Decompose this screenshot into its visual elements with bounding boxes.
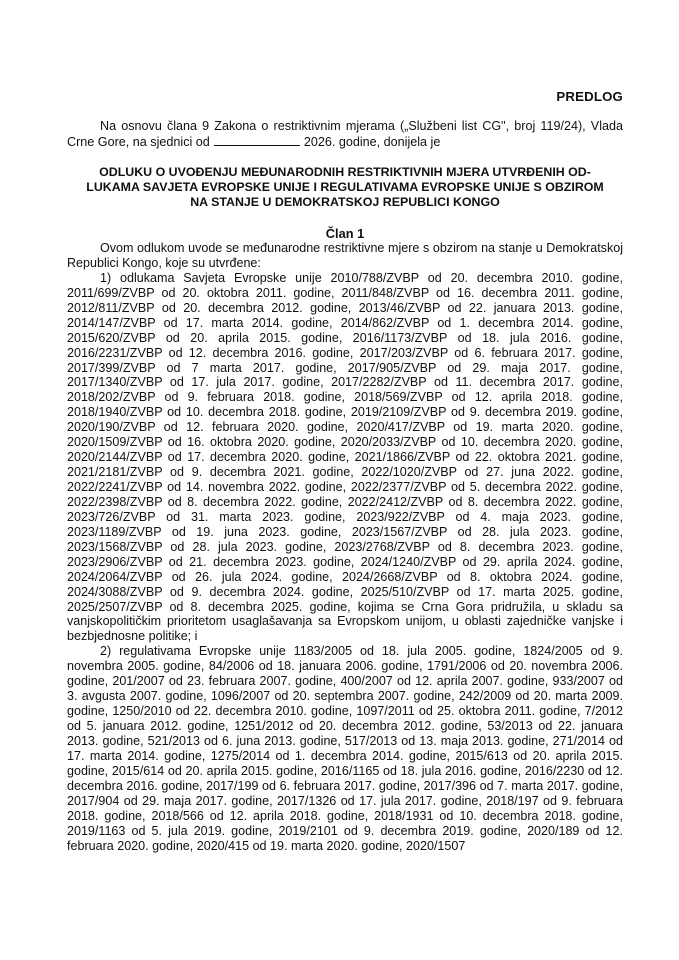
decision-title — [67, 165, 623, 210]
date-blank-field — [214, 134, 300, 146]
article-paragraph-decisions: 1) odlukama Savjeta Evropske unije 2010/788/ZVBP od 20. decembra 2010. godine, 2011/699/ZVBP od 20. oktobra 2011. godine, 2011/848/ZVBP od 16. decembra 2011. godine, 2012/811/ZVBP od 20. decembra 2012. godine, 2013/46/ZVBP od 22. januara 2013. godine, 2014/147/ZVBP od 17. marta 2014. godine, 2014/862/ZVBP od 1. decembra 2014. godine, 2015/620/ZVBP od 20. aprila 2015. godine, 2016/1173/ZVBP od 18. jula 2016. godine, 2016/2231/ZVBP od 12. decembra 2016. godine, 2017/203/ZVBP od 6. februara 2017. godine, 2017/399/ZVBP od 7 marta 2017. godine, 2017/905/ZVBP od 29. maja 2017. godine, 2017/1340/ZVBP od 17. jula 2017. godine, 2017/2282/ZVBP od 11. decembra 2017. godine, 2018/202/ZVBP od 9. februara 2018. godine, 2018/569/ZVBP od 12. aprila 2018. godine, 2018/1940/ZVBP od 10. decembra 2018. godine, 2019/2109/ZVBP od 9. decembra 2019. godine, 2020/190/ZVBP od 12. februara 2020. godine, 2020/417/ZVBP od 19. marta 2020. godine, 2020/1509/ZVBP od 16. oktobra 2020. godine, 2020/2033/ZVBP od 10. decembra 2020. godine, 2020/2144/ZVBP od 17. decembra 2020. godine, 2021/1866/ZVBP od 22. oktobra 2021. godine, 2021/2181/ZVBP od 9. decembra 2021. godine, 2022/1020/ZVBP od 27. juna 2022. godine, 2022/2241/ZVBP od 14. novembra 2022. godine, 2022/2377/ZVBP od 5. decembra 2022. godine, 2022/2398/ZVBP od 8. decembra 2022. godine, 2022/2412/ZVBP od 8. decembra 2022. godine, 2023/726/ZVBP od 31. marta 2023. godine, 2023/922/ZVBP od 4. maja 2023. godine, 2023/1189/ZVBP od 19. juna 2023. godine, 2023/1567/ZVBP od 28. jula 2023. godine, 2023/1568/ZVBP od 28. jula 2023. godine, 2023/2768/ZVBP od 8. decembra 2023. godine, 2023/2906/ZVBP od 21. decembra 2023. godine, 2024/1240/ZVBP od 29. aprila 2024. godine, 2024/2064/ZVBP od 26. jula 2024. godine, 2024/2668/ZVBP od 8. oktobra 2024. godine, 2024/3088/ZVBP od 9. decembra 2024. godine, 2025/510/ZVBP od 17. marta 2025. godine, 2025/2507/ZVBP od 8. decembra 2025. godine, kojima se Crna Gora pridružila, u skladu sa vanjskopolitičkim prioritetom usaglašavanja sa Evropskom unijom, u oblasti zajedničke vanjske i bezbjednosne politike; i — [67, 270, 623, 644]
article-body — [67, 241, 623, 853]
intro-text-before-blank: Na osnovu člana 9 Zakona o restriktivnim mjerama („Službeni list CG", broj 119/24), Vlada Crne Gore, na sjednici od — [67, 119, 623, 149]
article-paragraph-intro: Ovom odlukom uvode se međunarodne restriktivne mjere s obzirom na stanje u Demokratskoj Republici Kongo, koje su utvrđene: — [67, 241, 623, 270]
article-heading: Član 1 — [325, 226, 365, 241]
intro-text-after-blank: 2026. godine, donijela je — [303, 135, 441, 149]
document-status-label: PREDLOG — [556, 89, 623, 104]
title-line: LUKAMA SAVJETA EVROPSKE UNIJE I REGULATIVAMA EVROPSKE UNIJE S OBZIROM — [86, 180, 604, 194]
article-paragraph-regulations: 2) regulativama Evropske unije 1183/2005 od 18. jula 2005. godine, 1824/2005 od 9. novembra 2005. godine, 84/2006 od 18. januara 2006. godine, 1791/2006 od 20. novembra 2006. godine, 201/2007 od 23. februara 2007. godine, 400/2007 od 12. aprila 2007. godine, 933/2007 od 3. avgusta 2007. godine, 1096/2007 od 20. septembra 2007. godine, 242/2009 od 20. marta 2009. godine, 1250/2010 od 22. decembra 2010. godine, 1097/2011 od 25. oktobra 2011. godine, 7/2012 od 5. januara 2012. godine, 1251/2012 od 20. decembra 2012. godine, 53/2013 od 22. januara 2013. godine, 521/2013 od 6. juna 2013. godine, 517/2013 od 13. maja 2013. godine, 271/2014 od 17. marta 2014. godine, 1275/2014 od 1. decembra 2014. godine, 2015/613 od 20. aprila 2015. godine, 2015/614 od 20. aprila 2015. godine, 2016/1165 od 18. jula 2016. godine, 2016/2230 od 12. decembra 2016. godine, 2017/199 od 6. februara 2017. godine, 2017/396 od 7. marta 2017. godine, 2017/904 od 29. maja 2017. godine, 2017/1326 od 17. jula 2017. godine, 2018/197 od 9. februara 2018. godine, 2018/566 od 12. aprila 2018. godine, 2018/1931 od 10. decembra 2018. godine, 2019/1163 od 5. jula 2019. godine, 2019/2101 od 9. decembra 2019. godine, 2020/189 od 12. februara 2020. godine, 2020/415 od 19. marta 2020. godine, 2020/1507 — [67, 644, 623, 853]
title-line: NA STANJE U DEMOKRATSKOJ REPUBLICI KONGO — [190, 195, 500, 209]
title-line: ODLUKU O UVOĐENJU MEĐUNARODNIH RESTRIKTIVNIH MJERA UTVRĐENIH OD- — [99, 165, 591, 179]
intro-paragraph — [67, 119, 623, 150]
